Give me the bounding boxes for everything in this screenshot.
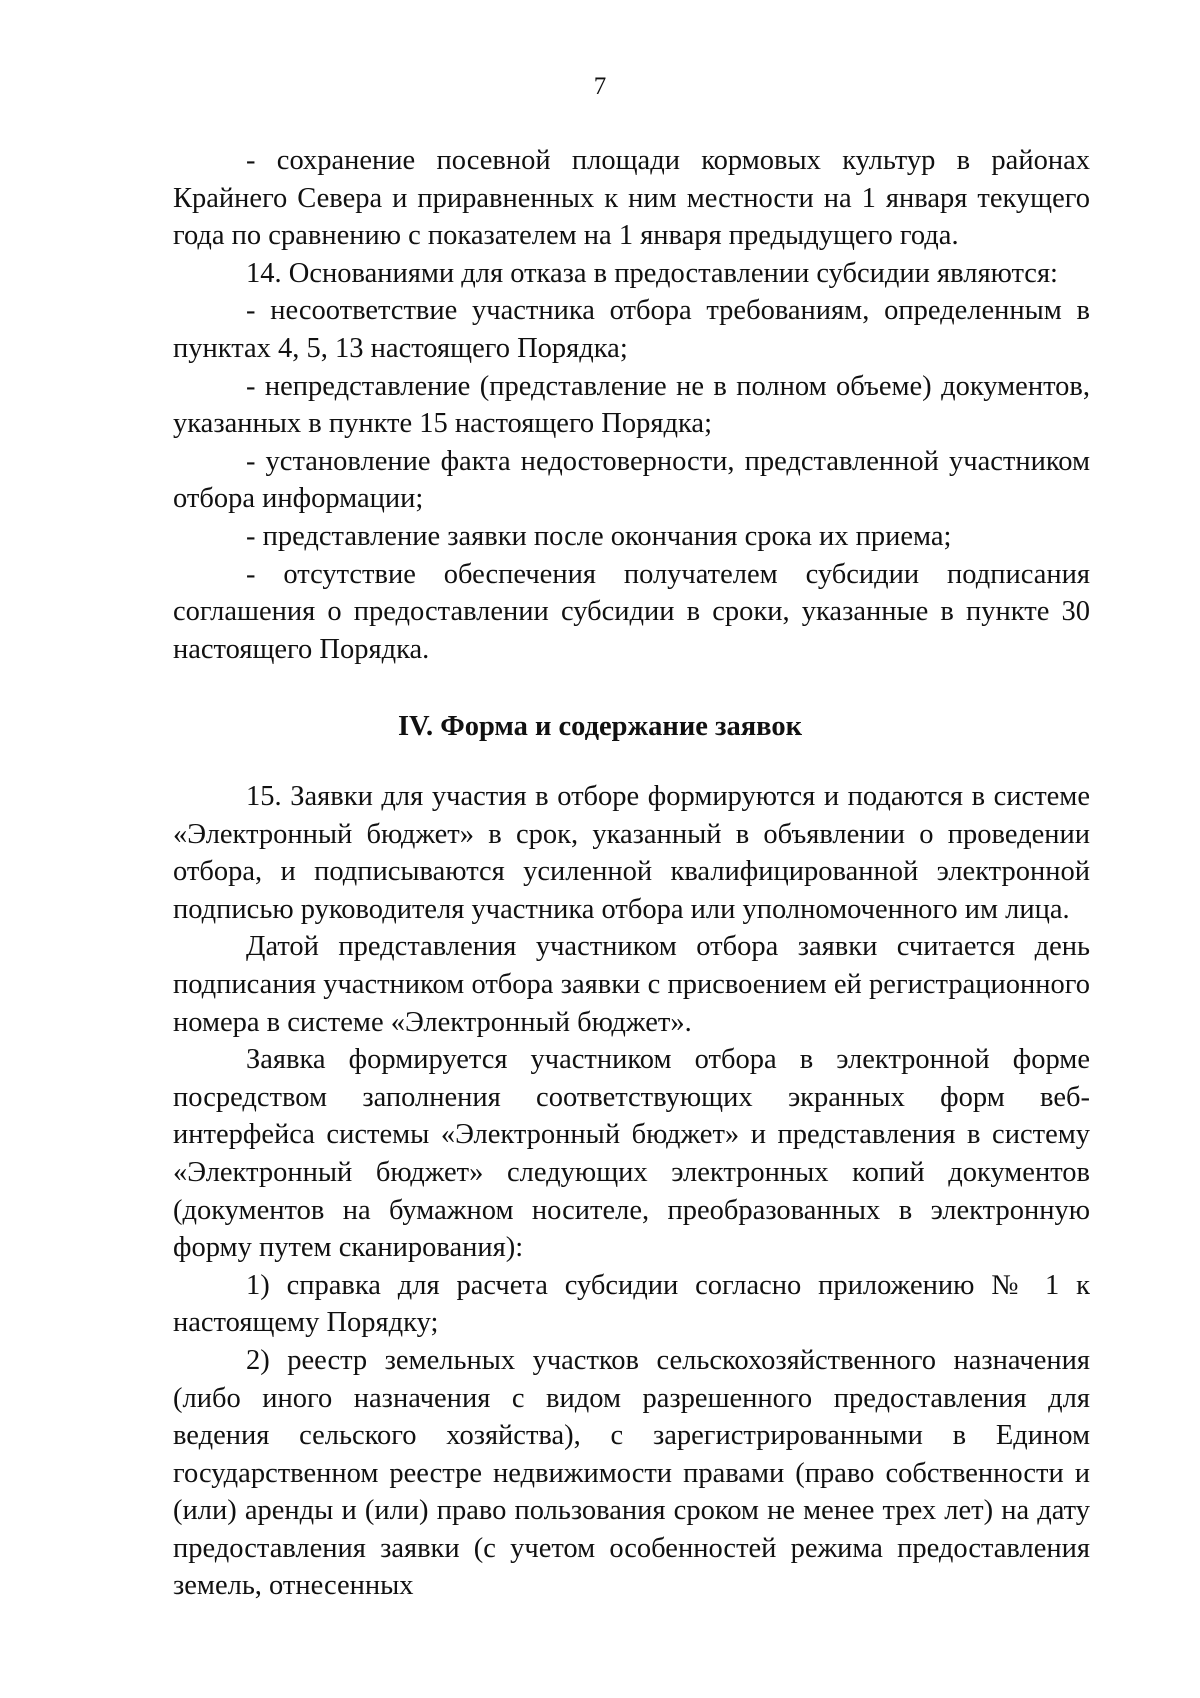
paragraph: - отсутствие обеспечения получателем субсидии подписания соглашения о предоставлении субсидии в сроки, указанные в пункте 30 настоящего Порядка. xyxy=(173,558,1090,665)
paragraph: 14. Основаниями для отказа в предоставлении субсидии являются: xyxy=(246,257,1058,289)
paragraph: - несоответствие участника отбора требованиям, определенным в пунктах 4, 5, 13 настоящего Порядка; xyxy=(173,295,1090,364)
paragraph: - сохранение посевной площади кормовых культур в районах Крайнего Севера и приравненных к ним местности на 1 января текущего года по сравнению с показателем на 1 января предыдущего года. xyxy=(173,145,1090,252)
section-heading: IV. Форма и содержание заявок xyxy=(397,711,803,742)
paragraph: 2) реестр земельных участков сельскохозяйственного назначения (либо иного назначения с видом разрешенного предоставления для ведения сельского хозяйства), с зарегистрированными в Едином государственном реестре недвижимости правами (право собственности и (или) аренды и (или) право пользования сроком не менее трех лет) на дату предоставления заявки (с учетом особенностей режима предоставления земель, отнесенных xyxy=(173,1344,1090,1602)
paragraph: - представление заявки после окончания срока их приема; xyxy=(246,520,952,552)
paragraph: - установление факта недостоверности, представленной участником отбора информации; xyxy=(173,445,1090,515)
page-number: 7 xyxy=(593,73,607,100)
paragraph: - непредставление (представление не в полном объеме) документов, указанных в пункте 15 настоящего Порядка; xyxy=(173,370,1090,440)
text-block-top xyxy=(173,142,1090,668)
paragraph: Заявка формируется участником отбора в электронной форме посредством заполнения соответствующих экранных форм веб-интерфейса системы «Электронный бюджет» и представления в систему «Электронный бюджет» следующих электронных копий документов (документов на бумажном носителе, преобразованных в электронную форму путем сканирования): xyxy=(173,1044,1090,1264)
paragraph: Датой представления участником отбора заявки считается день подписания участником отбора заявки с присвоением ей регистрационного номера в системе «Электронный бюджет». xyxy=(173,931,1090,1038)
paragraph: 15. Заявки для участия в отборе формируются и подаются в системе «Электронный бюджет» в срок, указанный в объявлении о проведении отбора, и подписываются усиленной квалифицированной электронной подписью руководителя участника отбора или уполномоченного им лица. xyxy=(173,781,1090,925)
paragraph: 1) справка для расчета субсидии согласно приложению № 1 к настоящему Порядку; xyxy=(173,1269,1090,1339)
text-block-bottom xyxy=(173,778,1090,1605)
